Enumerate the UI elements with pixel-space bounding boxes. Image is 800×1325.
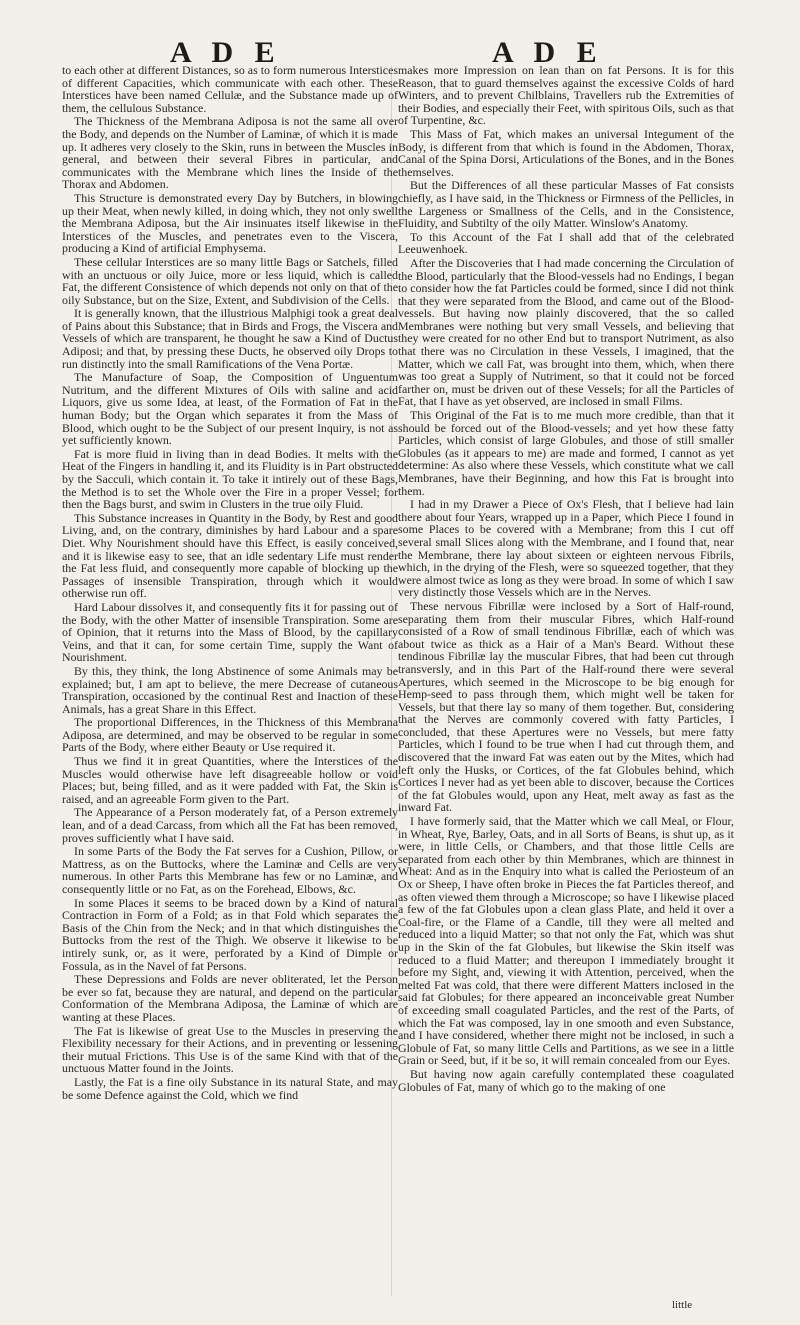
paragraph: To this Account of the Fat I shall add that of the celebrated Leeuwenhoek. bbox=[398, 229, 734, 257]
left-text-column bbox=[62, 64, 398, 1307]
paragraph: This Original of the Fat is to me much more credible, than that it should be forced out of the Blood-vessels; and yet how these fatty Particles, which consist of large Globules, and those of still smaller Globules (as it appears to me) are made and formed, I cannot as yet determine: As also where these Vessels, which constitute what we call Membranes, have their Beginning, and how this Fat is brought into them. bbox=[398, 408, 734, 498]
paragraph: Thus we find it in great Quantities, where the Interstices of the Muscles would otherwise have left disagreeable hollow or void Places; but, being filled, and as it were padded with Fat, the Skin is raised, and an agreeable Form given to the Part. bbox=[62, 754, 398, 806]
paragraph: These cellular Interstices are so many little Bags or Satchels, filled with an unctuous or oily Juice, more or less liquid, which is called Fat, the different Consistence of which depends not only on that of the oily Substance, but on the Size, Extent, and Subdivision of the Cells. bbox=[62, 254, 398, 307]
paragraph: I had in my Drawer a Piece of Ox's Flesh, that I believe had lain there about four Years, wrapped up in a Paper, which Piece I found in some Places to be covered with a Membrane; from this I cut off several small Slices along with the Membrane, and I found that, near the Membrane, there lay about sixteen or eighteen nervous Fibrils, which, in the drying of the Flesh, were so squeezed together, that they were almost twice as long as they were broad. In some of which I saw very distinctly those Vessels which are in the Nerves. bbox=[398, 497, 734, 600]
paragraph: These Depressions and Folds are never obliterated, let the Person be ever so fat, because they are natural, and depend on the particular Conformation of the Membrana Adiposa, the Laminæ of which are wanting at these Places. bbox=[62, 972, 398, 1024]
paragraph: It is generally known, that the illustrious Malphigi took a great deal of Pains about this Substance; that in Birds and Frogs, the Viscera and Vessels of which are transparent, he thought he saw a Kind of Ductus Adiposi; and that, by pressing these Ducts, he observed oily Drops to run distinctly into the small Ramifications of the Vena Portæ. bbox=[62, 306, 398, 371]
paragraph: Fat is more fluid in living than in dead Bodies. It melts with the Heat of the Fingers in handling it, and its Fluidity is in Part obstructed by the Sacculi, which contain it. To take it intirely out of these Bags, the Method is to set the Whole over the Fire in a proper Vessel; for then the Bags burst, and swim in Clusters in the true oily Fluid. bbox=[62, 446, 398, 512]
paragraph: In some Places it seems to be braced down by a Kind of natural Contraction in Form of a Fold; as in that Fold which separates the Basis of the Chin from the Neck; and in that which distinguishes the Buttocks from the rest of the Thigh. We observe it likewise to be intirely sunk, or, as it were, perforated by a Kind of Dimple or Fossula, as in the Navel of fat Persons. bbox=[62, 895, 398, 973]
paragraph: The proportional Differences, in the Thickness of this Membrana Adiposa, are determined, and may be observed to be regular in some Parts of the Body, where either Beauty or Use required it. bbox=[62, 715, 398, 755]
paragraph: By this, they think, the long Abstinence of some Animals may be explained; but, I am apt to believe, the mere Decrease of cutaneous Transpiration, occasioned by the continual Rest and Inaction of these Animals, has a great Share in this Effect. bbox=[62, 663, 398, 716]
paragraph: I have formerly said, that the Matter which we call Meal, or Flour, in Wheat, Rye, Barley, Oats, and in all Sorts of Beans, is shut up, as it were, in little Cells, or Chambers, and that those little Cells are separated from each other by thin Membranes, which are thinnest in Wheat: And as in the Enquiry into what is called the Periosteum of an Ox or Sheep, I have often broke in Pieces the fat Particles thereof, and as often viewed them through a Microscope; so have I likewise placed a few of the fat Globules upon a clean glass Plate, and held it over a Coal-fire, or the Flame of a Candle, till they were all melted and reduced into a liquid Matter; so that not only the Fat, which was shut up in the Skin of the fat Globules, but likewise the Skin itself was reduced to a fluid Matter; and thereupon I immediately brought it before my Sight, and, viewing it with Attention, perceived, when the melted Fat was cold, that there were different Matters inclosed in the said fat Globules; for there appeared an inconceivable great Number of exceeding small coagulated Particles, and the rest of the Parts, of which the Fat was composed, lay in one smooth and even Substance, and I have considered, whether there might not be inclosed, in such a Globule of Fat, so many little Cells and Partitions, as we see in a little Grain or Seed, but, if it be so, it will remain concealed from our Eyes. bbox=[398, 814, 734, 1068]
headword-right: A D E bbox=[492, 36, 604, 69]
paragraph: The Thickness of the Membrana Adiposa is not the same all over the Body, and depends on the Number of Laminæ, of which it is made up. It adheres very closely to the Skin, runs in between the Muscles in general, and between their several Fibres in particular, and communicates with the Membrane which lines the Inside of the Thorax and Abdomen. bbox=[62, 114, 398, 192]
paragraph: The Appearance of a Person moderately fat, of a Person extremely lean, and of a dead Carcass, from which all the Fat has been removed, proves sufficiently what I have said. bbox=[62, 805, 398, 845]
paragraph: But the Differences of all these particular Masses of Fat consists chiefly, as I have said, in the Thickness or Firmness of the Pellicles, in the Largeness or Smallness of the Cells, and in the Consistence, Fluidity, and Subtilty of the oily Matter. Winslow's Anatomy. bbox=[398, 178, 734, 231]
paragraph: In some Parts of the Body the Fat serves for a Cushion, Pillow, or Mattress, as on the Buttocks, where the Laminæ and Cells are very numerous. In other Parts this Membrane has few or no Laminæ, and consequently little or no Fat, as on the Forehead, Elbows, &c. bbox=[62, 844, 398, 896]
paragraph: This Substance increases in Quantity in the Body, by Rest and good Living, and, on the contrary, diminishes by hard Labour and a spare Diet. Why Nourishment should have this Effect, is easily conceived, and it is likewise easy to see, that an idle sedentary Life must render the Fat less fluid, and consequently more capable of blocking up the Passages of insensible Transpiration, through which it would otherwise run off. bbox=[62, 510, 398, 601]
paragraph: The Manufacture of Soap, the Composition of Unguentum Nutritum, and the different Mixtures of Oils with saline and acid Liquors, give us some Idea, at least, of the Formation of Fat in the human Body; but the Organ which separates it from the Mass of Blood, which ought to be the Subject of our present Inquiry, is not as yet sufficiently known. bbox=[62, 370, 398, 448]
paragraph: Lastly, the Fat is a fine oily Substance in its natural State, and may be some Defence against the Cold, which we find bbox=[62, 1074, 398, 1102]
paragraph: But having now again carefully contemplated these coagulated Globules of Fat, many of which go to the making of one bbox=[398, 1066, 734, 1094]
paragraph: makes more Impression on lean than on fat Persons. It is for this Reason, that to guard themselves against the excessive Colds of hard Winters, and to prevent Chilblains, Travellers rub the Extremities of their Bodies, and especially their Feet, with spiritous Oils, such as that of Turpentine, &c. bbox=[398, 64, 734, 128]
paragraph: After the Discoveries that I had made concerning the Circulation of the Blood, particularly that the Blood-vessels had no Endings, I began to consider how the fat Particles could be formed, since I did not think that they were separated from the Blood, and came out of the Blood-vessels. But having now plainly discovered, that the so called Membranes were nothing but very small Vessels, and believing that they were created for no other End but to transport Nutriment, as also that there was no Circulation in these Vessels, I imagined, that the Matter, which we call Fat, was brought into them, which, when there was too great a Supply of Nutriment, so that it could not be forced farther on, must be driven out of these Vessels; for all the Particles of Fat, that I have as yet observed, are inclosed in small Films. bbox=[398, 255, 734, 409]
paragraph: The Fat is likewise of great Use to the Muscles in preserving the Flexibility necessary for their Actions, and in preventing or lessening their mutual Frictions. This Use is of the same Kind with that of the unctuous Matter found in the Joints. bbox=[62, 1023, 398, 1076]
paragraph: This Mass of Fat, which makes an universal Integument of the Body, is different from that which is found in the Abdomen, Thorax, Canal of the Spina Dorsi, Articulations of the Bones, and in the Bones themselves. bbox=[398, 126, 734, 179]
paragraph: to each other at different Distances, so as to form numerous Interstices of different Capacities, which communicate with each other. These Interstices have been named Cellulæ, and the Substance made up of them, the cellulous Substance. bbox=[62, 64, 398, 115]
headword-left: A D E bbox=[170, 36, 282, 69]
paragraph: This Structure is demonstrated every Day by Butchers, in blowing up their Meat, when newly killed, in doing which, they not only swell the Membrana Adiposa, but the Air insinuates itself likewise in the Interstices of the Muscles, and penetrates even to the Viscera, producing a Kind of artificial Emphysema. bbox=[62, 190, 398, 256]
paragraph: Hard Labour dissolves it, and consequently fits it for passing out of the Body, with the other Matter of insensible Transpiration. Some are of Opinion, that it returns into the Mass of Blood, by the capillary Veins, and that it can, for some certain Time, supply the Want of Nourishment. bbox=[62, 599, 398, 665]
catchword: little bbox=[672, 1299, 693, 1311]
paragraph: These nervous Fibrillæ were inclosed by a Sort of Half-round, separating them from their muscular Fibres, which Half-round consisted of a Row of small tendinous Fibrillæ, each of which was about twice as thick as a Hair of a Man's Beard. Without these tendinous Fibrillæ lay the muscular Fibres, that had been cut through transversly, and in this Part of the Half-round there were several Apertures, which seemed in the Microscope to be big enough for Hemp-seed to pass through them, which might well be taken for Vessels, but that there lay so many of them together. But, considering that the Nerves are commonly covered with fatty Particles, I concluded, that these Apertures were no Vessels, but mere fatty Particles, which I found to be true when I had cut through them, and discovered that the inward Fat was eaten out by the Mites, which had left only the Husks, or Cortices, of the fat Globules behind, which Cortices I never had as yet been able to discover, because the Cortices of the fat Globules would, upon any Heat, melt away as fast as the inward Fat. bbox=[398, 598, 734, 815]
right-text-column bbox=[398, 64, 734, 1307]
